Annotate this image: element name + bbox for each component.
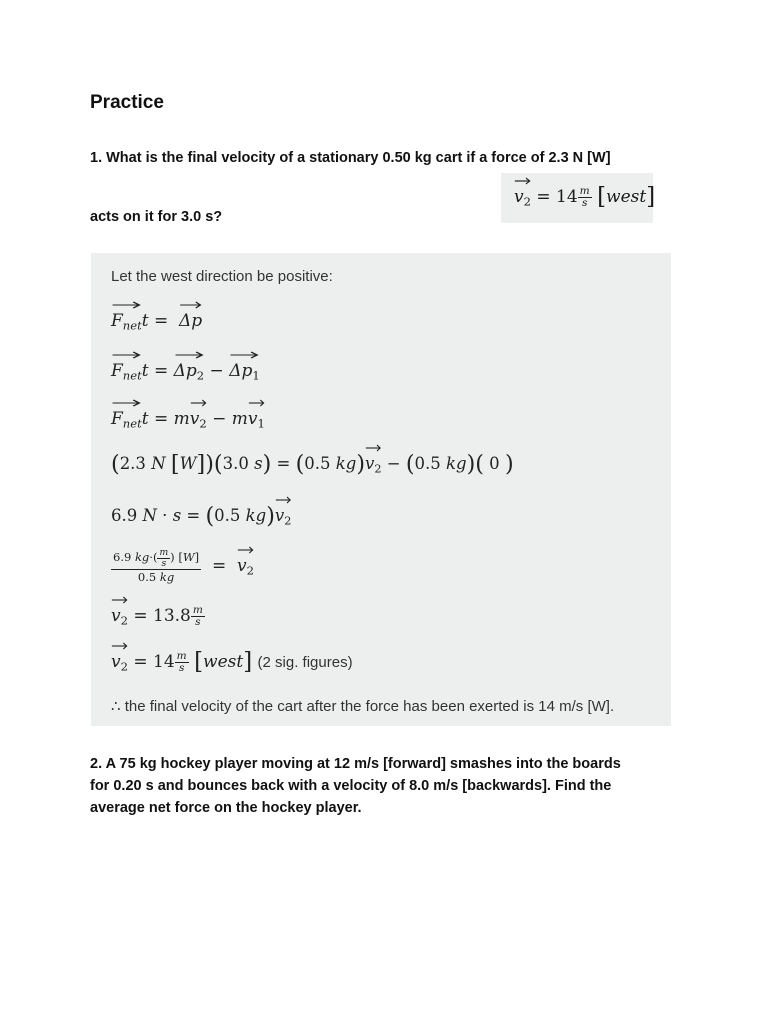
- step-5: 6.9 N · s = (0.5 kg) $v_2$: [111, 503, 291, 529]
- step-7: $v_2 = 13.8$ $\frac{m}{s}$: [111, 605, 205, 628]
- step-4: (2.3 N [W])(3.0 s) = (0.5 kg) $v_2 - (0.5$ kg)( 0 ): [111, 451, 514, 477]
- answer-box: $v_2 = 14$ $\frac{m}{s}$ [west]: [501, 173, 653, 223]
- solution-panel: [91, 253, 671, 726]
- vector-v2: $v_2$: [514, 187, 531, 208]
- solution-intro: Let the west direction be positive:: [111, 268, 333, 285]
- conclusion: ∴ the final velocity of the cart after the force has been exerted is 14 m/s [W].: [111, 698, 615, 715]
- question-1-line-2: acts on it for 3.0 s?: [90, 209, 223, 225]
- sig-figs-note: (2 sig. figures): [257, 654, 353, 672]
- step-6: 6.9 kg·( $\frac{m}{s}$ ) [W] 0.5 kg = $v_2$: [113, 547, 254, 585]
- question-2-line-3: average net force on the hockey player.: [90, 800, 362, 816]
- question-1-line-1: 1. What is the final velocity of a stationary 0.50 kg cart if a force of 2.3 N [W]: [90, 150, 611, 166]
- question-2-line-1: 2. A 75 kg hockey player moving at 12 m/s [forward] smashes into the boards: [90, 756, 621, 772]
- answer-direction: west: [606, 187, 647, 208]
- answer-equals: = 14: [536, 187, 578, 208]
- page-title: Practice: [90, 92, 164, 113]
- step-2: $F_{net}t$ = $\Delta p_2$ − $\Delta p_1$: [111, 361, 260, 382]
- step-3: $F_{net}t = m$ $v_2 - m$ $v_1$: [111, 409, 265, 430]
- step-1: $F_{net}t$ = Δp: [111, 311, 202, 332]
- step-8: $v_2 = 14$ $\frac{m}{s}$ [west] (2 sig. figures): [111, 649, 353, 675]
- question-2-line-2: for 0.20 s and bounces back with a velocity of 8.0 m/s [backwards]. Find the: [90, 778, 612, 794]
